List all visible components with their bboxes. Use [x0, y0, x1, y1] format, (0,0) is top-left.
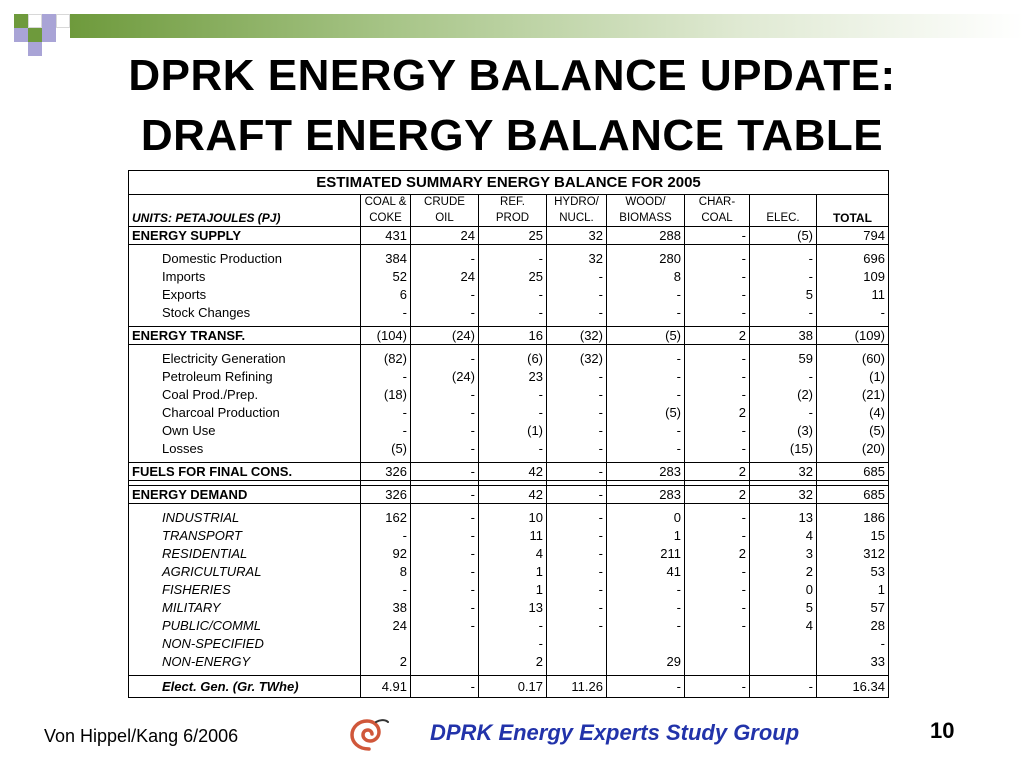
table-cell: - — [547, 404, 607, 422]
table-cell — [411, 635, 479, 653]
table-cell: - — [685, 422, 750, 440]
table-cell: - — [750, 676, 817, 698]
row-label: Exports — [129, 286, 361, 304]
decor-square — [56, 14, 70, 28]
table-cell — [685, 653, 750, 671]
decor-square — [42, 14, 56, 28]
table-cell: 384 — [361, 250, 411, 268]
table-cell: - — [361, 304, 411, 322]
table-cell: - — [411, 463, 479, 481]
row-label: ENERGY DEMAND — [129, 486, 361, 504]
table-cell: - — [411, 563, 479, 581]
table-cell: 2 — [685, 486, 750, 504]
table-cell: - — [411, 617, 479, 635]
table-cell: 16.34 — [817, 676, 889, 698]
table-row — [129, 563, 889, 581]
col-header-top — [817, 195, 889, 210]
table-cell: - — [685, 676, 750, 698]
table-cell: - — [685, 581, 750, 599]
slide-title-line1: DPRK ENERGY BALANCE UPDATE: — [128, 51, 896, 100]
table-cell: 2 — [685, 545, 750, 563]
table-row — [129, 527, 889, 545]
decor-square — [14, 28, 28, 42]
table-cell: 25 — [479, 227, 547, 245]
table-cell: 38 — [750, 327, 817, 345]
table-cell: - — [685, 527, 750, 545]
table-cell: 24 — [411, 227, 479, 245]
table-cell: - — [479, 286, 547, 304]
table-cell: 33 — [817, 653, 889, 671]
table-cell: (1) — [817, 368, 889, 386]
row-label: TRANSPORT — [129, 527, 361, 545]
table-cell: - — [547, 286, 607, 304]
table-cell: 794 — [817, 227, 889, 245]
table-cell: (82) — [361, 350, 411, 368]
table-cell: - — [817, 304, 889, 322]
table-cell: 32 — [750, 463, 817, 481]
table-row — [129, 545, 889, 563]
table-cell: (5) — [607, 404, 685, 422]
table-cell: - — [750, 268, 817, 286]
table-cell: (32) — [547, 350, 607, 368]
table-cell: 2 — [361, 653, 411, 671]
table-row — [129, 286, 889, 304]
table-cell: 431 — [361, 227, 411, 245]
table-cell: 1 — [479, 563, 547, 581]
table-cell: 2 — [479, 653, 547, 671]
table-cell: 162 — [361, 509, 411, 527]
table-cell: - — [817, 635, 889, 653]
row-label: Electricity Generation — [129, 350, 361, 368]
table-cell: (21) — [817, 386, 889, 404]
table-row — [129, 440, 889, 458]
footer-organization: DPRK Energy Experts Study Group — [430, 720, 800, 745]
table-cell: - — [479, 440, 547, 458]
col-header-top: COAL & — [361, 195, 411, 210]
table-cell: 283 — [607, 463, 685, 481]
table-cell: - — [607, 286, 685, 304]
table-cell: - — [547, 440, 607, 458]
col-header: BIOMASS — [607, 210, 685, 227]
table-cell: 696 — [817, 250, 889, 268]
table-cell: (4) — [817, 404, 889, 422]
decor-square — [28, 28, 42, 42]
section-row-energy-transf — [129, 327, 889, 345]
table-cell: - — [685, 350, 750, 368]
table-cell: - — [361, 368, 411, 386]
table-cell: 42 — [479, 463, 547, 481]
table-cell: (24) — [411, 327, 479, 345]
table-cell: 2 — [685, 463, 750, 481]
table-cell: - — [479, 635, 547, 653]
table-cell: 211 — [607, 545, 685, 563]
table-cell: (18) — [361, 386, 411, 404]
table-cell: 109 — [817, 268, 889, 286]
table-cell: 280 — [607, 250, 685, 268]
table-cell: 15 — [817, 527, 889, 545]
table-cell: - — [607, 386, 685, 404]
table-cell: - — [750, 404, 817, 422]
table-row — [129, 250, 889, 268]
table-cell: - — [547, 563, 607, 581]
table-cell — [411, 653, 479, 671]
table-cell: 1 — [479, 581, 547, 599]
table-cell: - — [547, 463, 607, 481]
table-cell: - — [547, 368, 607, 386]
table-cell: 326 — [361, 486, 411, 504]
table-cell: 0 — [750, 581, 817, 599]
table-cell — [361, 635, 411, 653]
table-cell: 1 — [607, 527, 685, 545]
table-cell: - — [547, 527, 607, 545]
table-cell: 0.17 — [479, 676, 547, 698]
table-cell: 11.26 — [547, 676, 607, 698]
table-cell: 29 — [607, 653, 685, 671]
row-label: MILITARY — [129, 599, 361, 617]
table-cell — [607, 635, 685, 653]
table-cell: (32) — [547, 327, 607, 345]
table-cell: 4 — [750, 617, 817, 635]
table-row — [129, 653, 889, 671]
section-row-fuels-final — [129, 463, 889, 481]
table-cell — [547, 653, 607, 671]
table-cell: (5) — [750, 227, 817, 245]
table-row — [129, 617, 889, 635]
table-cell: - — [361, 422, 411, 440]
table-cell: 11 — [479, 527, 547, 545]
decor-square — [42, 28, 56, 42]
table-cell: - — [685, 268, 750, 286]
col-header-top: WOOD/ — [607, 195, 685, 210]
table-cell: 4 — [750, 527, 817, 545]
table-cell: 0 — [607, 509, 685, 527]
table-cell: 6 — [361, 286, 411, 304]
table-row — [129, 386, 889, 404]
table-cell: 24 — [411, 268, 479, 286]
table-cell: - — [685, 227, 750, 245]
col-header: PROD — [479, 210, 547, 227]
table-cell: 32 — [750, 486, 817, 504]
table-cell: (2) — [750, 386, 817, 404]
table-cell: - — [547, 545, 607, 563]
table-cell: - — [411, 545, 479, 563]
table-cell: 2 — [685, 404, 750, 422]
table-cell — [750, 653, 817, 671]
table-cell: (3) — [750, 422, 817, 440]
table-cell: - — [607, 676, 685, 698]
table-cell: 23 — [479, 368, 547, 386]
table-cell: - — [411, 676, 479, 698]
decor-square — [28, 14, 42, 28]
units-label: UNITS: PETAJOULES (PJ) — [129, 210, 361, 227]
table-cell: - — [479, 386, 547, 404]
table-caption-row — [129, 171, 889, 195]
table-cell: (6) — [479, 350, 547, 368]
table-cell: - — [411, 250, 479, 268]
table-cell: - — [361, 581, 411, 599]
table-cell: - — [685, 563, 750, 581]
table-cell: - — [411, 404, 479, 422]
section-row-energy-demand — [129, 486, 889, 504]
col-header: OIL — [411, 210, 479, 227]
table-cell: - — [685, 617, 750, 635]
table-cell: 685 — [817, 463, 889, 481]
swirl-logo-icon — [348, 716, 390, 754]
table-row — [129, 268, 889, 286]
table-cell — [547, 635, 607, 653]
header-gradient-bar — [70, 14, 1024, 38]
table-cell: 57 — [817, 599, 889, 617]
table-cell: 13 — [750, 509, 817, 527]
row-label: FUELS FOR FINAL CONS. — [129, 463, 361, 481]
table-cell: - — [685, 368, 750, 386]
energy-balance-table-container — [128, 170, 888, 708]
table-cell: - — [411, 599, 479, 617]
table-cell: (109) — [817, 327, 889, 345]
table-cell: - — [547, 422, 607, 440]
table-cell: - — [750, 250, 817, 268]
row-label: Own Use — [129, 422, 361, 440]
table-cell: - — [685, 599, 750, 617]
col-header: NUCL. — [547, 210, 607, 227]
table-cell: - — [547, 599, 607, 617]
table-cell: - — [547, 304, 607, 322]
slide-title-line2: DRAFT ENERGY BALANCE TABLE — [140, 111, 884, 160]
table-cell: - — [607, 599, 685, 617]
col-header-top — [750, 195, 817, 210]
table-cell: 42 — [479, 486, 547, 504]
table-cell: (5) — [361, 440, 411, 458]
decor-square — [14, 14, 28, 28]
table-cell: - — [607, 304, 685, 322]
table-cell: - — [411, 304, 479, 322]
table-cell: 288 — [607, 227, 685, 245]
table-cell: - — [411, 527, 479, 545]
energy-balance-table — [128, 170, 889, 698]
col-header-top: HYDRO/ — [547, 195, 607, 210]
row-label: INDUSTRIAL — [129, 509, 361, 527]
row-label: FISHERIES — [129, 581, 361, 599]
table-cell: 13 — [479, 599, 547, 617]
table-cell: - — [411, 581, 479, 599]
table-cell: 5 — [750, 286, 817, 304]
table-cell: - — [361, 404, 411, 422]
table-row — [129, 599, 889, 617]
table-cell: 2 — [685, 327, 750, 345]
table-cell: - — [479, 617, 547, 635]
row-label: Coal Prod./Prep. — [129, 386, 361, 404]
table-cell — [750, 635, 817, 653]
table-row — [129, 635, 889, 653]
col-header-top: REF. — [479, 195, 547, 210]
table-cell: - — [750, 368, 817, 386]
table-cell: (1) — [479, 422, 547, 440]
table-cell: - — [547, 386, 607, 404]
row-label: ENERGY SUPPLY — [129, 227, 361, 245]
table-cell: 2 — [750, 563, 817, 581]
table-cell: 59 — [750, 350, 817, 368]
row-label: Petroleum Refining — [129, 368, 361, 386]
table-cell: (5) — [607, 327, 685, 345]
table-cell: 4.91 — [361, 676, 411, 698]
table-cell: - — [411, 486, 479, 504]
table-cell: - — [547, 509, 607, 527]
table-cell: 326 — [361, 463, 411, 481]
table-cell: 32 — [547, 227, 607, 245]
col-header-total: TOTAL — [817, 210, 889, 227]
table-cell: - — [607, 422, 685, 440]
table-cell: - — [547, 617, 607, 635]
table-cell: (15) — [750, 440, 817, 458]
table-cell: - — [411, 422, 479, 440]
table-cell: - — [607, 617, 685, 635]
row-label: Domestic Production — [129, 250, 361, 268]
table-row — [129, 368, 889, 386]
table-cell: - — [361, 527, 411, 545]
table-cell: 283 — [607, 486, 685, 504]
table-cell: (5) — [817, 422, 889, 440]
table-cell: 52 — [361, 268, 411, 286]
footer-author-date: Von Hippel/Kang 6/2006 — [44, 726, 239, 746]
table-cell: 11 — [817, 286, 889, 304]
table-cell: - — [479, 304, 547, 322]
table-cell: (104) — [361, 327, 411, 345]
table-cell: 41 — [607, 563, 685, 581]
table-cell: 38 — [361, 599, 411, 617]
table-cell: - — [607, 350, 685, 368]
table-cell: 24 — [361, 617, 411, 635]
table-cell: - — [411, 440, 479, 458]
header-row-top — [129, 195, 889, 210]
col-header: ELEC. — [750, 210, 817, 227]
table-cell: 1 — [817, 581, 889, 599]
table-cell: (20) — [817, 440, 889, 458]
table-cell: 3 — [750, 545, 817, 563]
table-cell: - — [547, 486, 607, 504]
table-cell: (24) — [411, 368, 479, 386]
table-caption: ESTIMATED SUMMARY ENERGY BALANCE FOR 2005 — [129, 171, 889, 195]
table-cell: - — [547, 581, 607, 599]
table-cell: - — [411, 386, 479, 404]
table-cell: 32 — [547, 250, 607, 268]
page-number: 10 — [930, 718, 955, 743]
table-cell: - — [750, 304, 817, 322]
table-row — [129, 422, 889, 440]
row-label: AGRICULTURAL — [129, 563, 361, 581]
table-cell: - — [479, 250, 547, 268]
table-cell: - — [685, 509, 750, 527]
table-cell: 53 — [817, 563, 889, 581]
table-cell: 92 — [361, 545, 411, 563]
section-row-energy-supply — [129, 227, 889, 245]
col-header-top: CHAR- — [685, 195, 750, 210]
row-label: NON-ENERGY — [129, 653, 361, 671]
table-cell: 8 — [607, 268, 685, 286]
section-row-elec-gen — [129, 676, 889, 698]
table-cell: - — [411, 509, 479, 527]
row-label: Imports — [129, 268, 361, 286]
table-cell: - — [411, 350, 479, 368]
table-cell: 5 — [750, 599, 817, 617]
table-cell: - — [685, 386, 750, 404]
row-label: Charcoal Production — [129, 404, 361, 422]
table-cell: 685 — [817, 486, 889, 504]
table-cell: 312 — [817, 545, 889, 563]
table-cell — [685, 635, 750, 653]
table-cell: 25 — [479, 268, 547, 286]
row-label: RESIDENTIAL — [129, 545, 361, 563]
table-cell: - — [547, 268, 607, 286]
table-cell: 8 — [361, 563, 411, 581]
table-cell: - — [411, 286, 479, 304]
table-cell: - — [685, 304, 750, 322]
table-cell: 28 — [817, 617, 889, 635]
table-cell: - — [479, 404, 547, 422]
table-cell: 16 — [479, 327, 547, 345]
table-cell: - — [607, 440, 685, 458]
table-cell: - — [607, 368, 685, 386]
col-header-top: CRUDE — [411, 195, 479, 210]
row-label: NON-SPECIFIED — [129, 635, 361, 653]
col-header: COAL — [685, 210, 750, 227]
table-row — [129, 509, 889, 527]
table-cell: 4 — [479, 545, 547, 563]
table-cell: 186 — [817, 509, 889, 527]
row-label: Losses — [129, 440, 361, 458]
table-cell: - — [607, 581, 685, 599]
table-row — [129, 304, 889, 322]
table-row — [129, 404, 889, 422]
table-cell: - — [685, 286, 750, 304]
table-cell: - — [685, 250, 750, 268]
table-cell: 10 — [479, 509, 547, 527]
row-label: Stock Changes — [129, 304, 361, 322]
row-label: ENERGY TRANSF. — [129, 327, 361, 345]
table-row — [129, 581, 889, 599]
row-label: Elect. Gen. (Gr. TWhe) — [129, 676, 361, 698]
table-row — [129, 350, 889, 368]
table-cell: (60) — [817, 350, 889, 368]
col-header: COKE — [361, 210, 411, 227]
table-cell: - — [685, 440, 750, 458]
row-label: PUBLIC/COMML — [129, 617, 361, 635]
header-row-bottom — [129, 210, 889, 227]
